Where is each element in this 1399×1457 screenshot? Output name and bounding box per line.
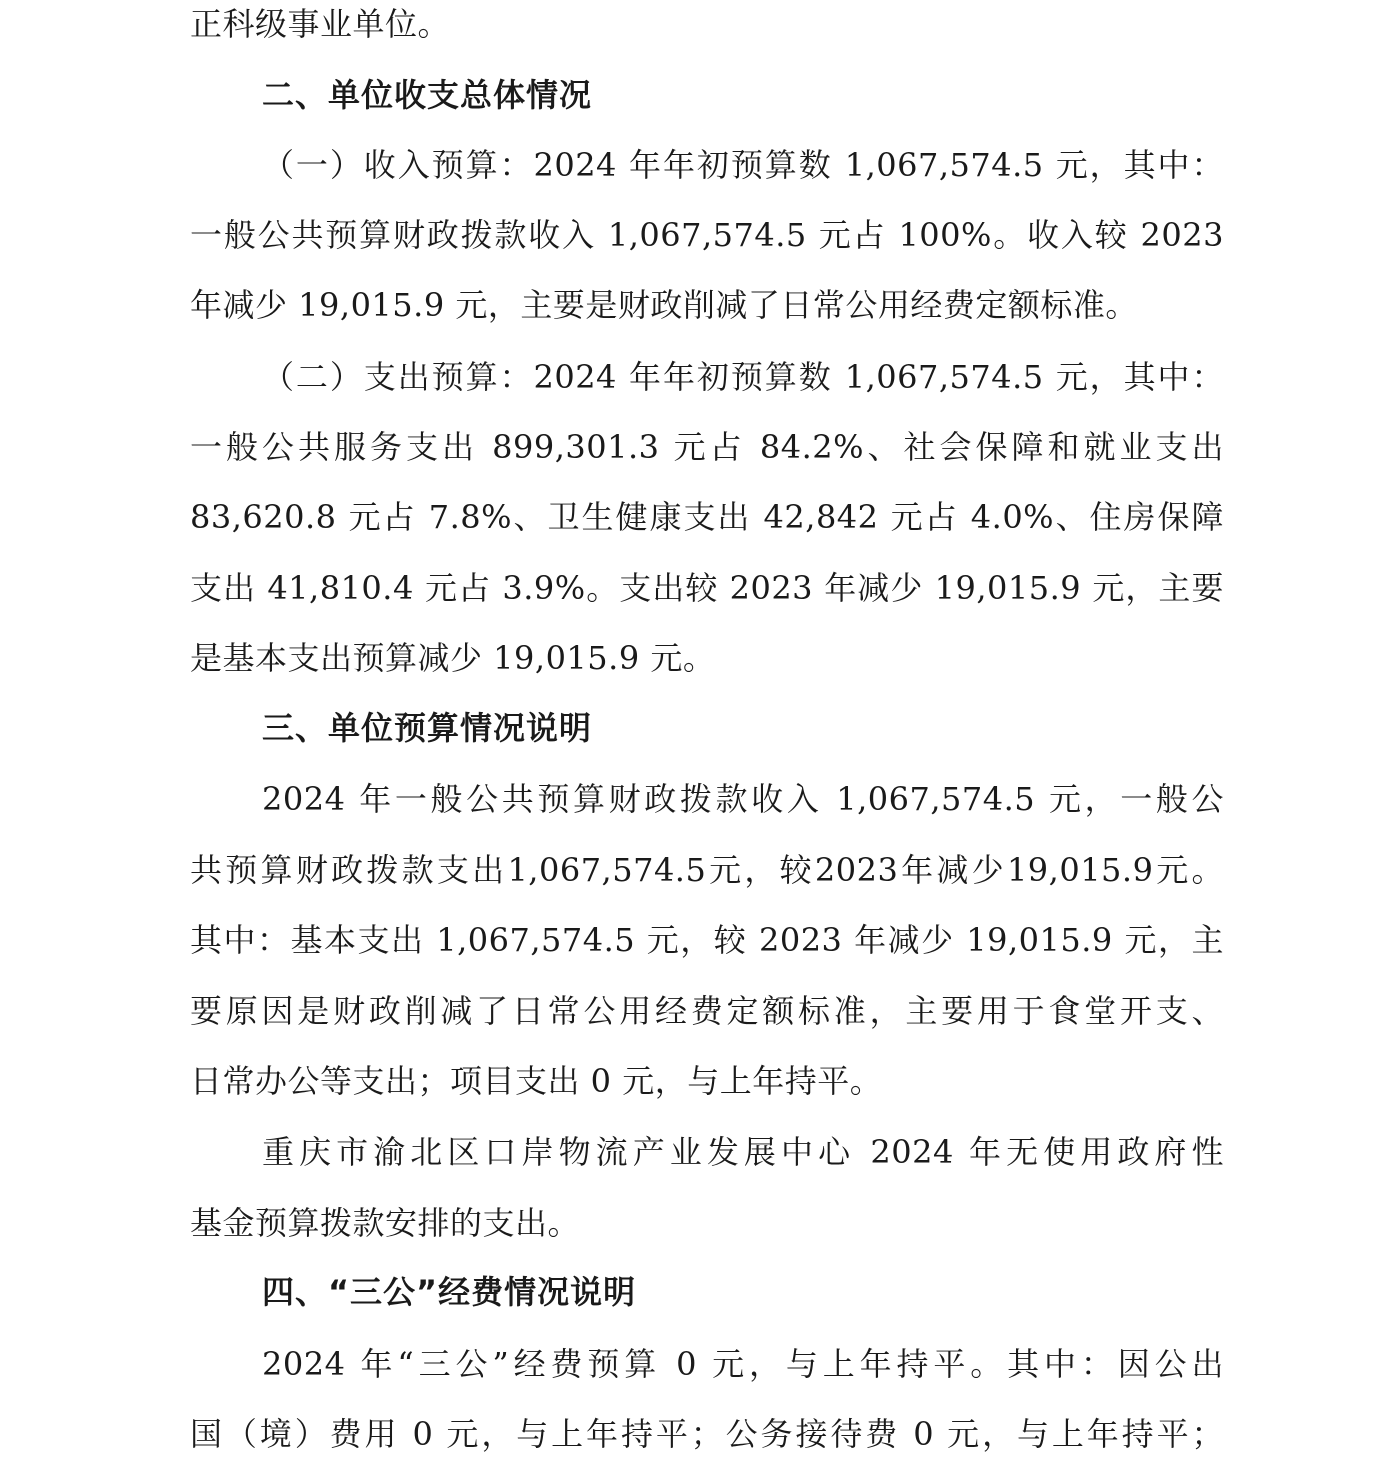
paragraph-line: 国（境）费用 0 元，与上年持平；公务接待费 0 元，与上年持平； — [190, 1415, 1224, 1453]
paragraph-line: 83,620.8 元占 7.8%、卫生健康支出 42,842 元占 4.0%、住房保障 — [190, 498, 1224, 536]
paragraph-line: 日常办公等支出；项目支出 0 元，与上年持平。 — [190, 1062, 883, 1100]
paragraph-line: 共预算财政拨款支出1,067,574.5元，较2023年减少19,015.9元。 — [190, 851, 1224, 889]
paragraph-line: 年减少 19,015.9 元，主要是财政削减了日常公用经费定额标准。 — [190, 286, 1138, 324]
paragraph-line: 一般公共预算财政拨款收入 1,067,574.5 元占 100%。收入较 2023 — [190, 216, 1224, 254]
paragraph-line: 基金预算拨款安排的支出。 — [190, 1204, 581, 1242]
section-heading-3: 三、单位预算情况说明 — [262, 709, 593, 747]
paragraph-line: （一）收入预算：2024 年年初预算数 1,067,574.5 元，其中： — [262, 146, 1224, 184]
paragraph-line: 重庆市渝北区口岸物流产业发展中心 2024 年无使用政府性 — [262, 1133, 1224, 1171]
paragraph-line: 正科级事业单位。 — [190, 5, 451, 43]
paragraph-line: 是基本支出预算减少 19,015.9 元。 — [190, 639, 716, 677]
paragraph-line: 其中：基本支出 1,067,574.5 元，较 2023 年减少 19,015.9 元，主 — [190, 921, 1224, 959]
paragraph-line: 要原因是财政削减了日常公用经费定额标准，主要用于食堂开支、 — [190, 992, 1224, 1030]
section-heading-2: 二、单位收支总体情况 — [262, 76, 593, 114]
paragraph-line: 支出 41,810.4 元占 3.9%。支出较 2023 年减少 19,015.9 元，主要 — [190, 569, 1224, 607]
paragraph-line: 2024 年一般公共预算财政拨款收入 1,067,574.5 元，一般公 — [262, 780, 1224, 818]
paragraph-line: 2024 年“三公”经费预算 0 元，与上年持平。其中：因公出 — [262, 1345, 1224, 1383]
paragraph-line: （二）支出预算：2024 年年初预算数 1,067,574.5 元，其中： — [262, 358, 1224, 396]
paragraph-line: 一般公共服务支出 899,301.3 元占 84.2%、社会保障和就业支出 — [190, 428, 1224, 466]
section-heading-4: 四、“三公”经费情况说明 — [262, 1273, 637, 1311]
